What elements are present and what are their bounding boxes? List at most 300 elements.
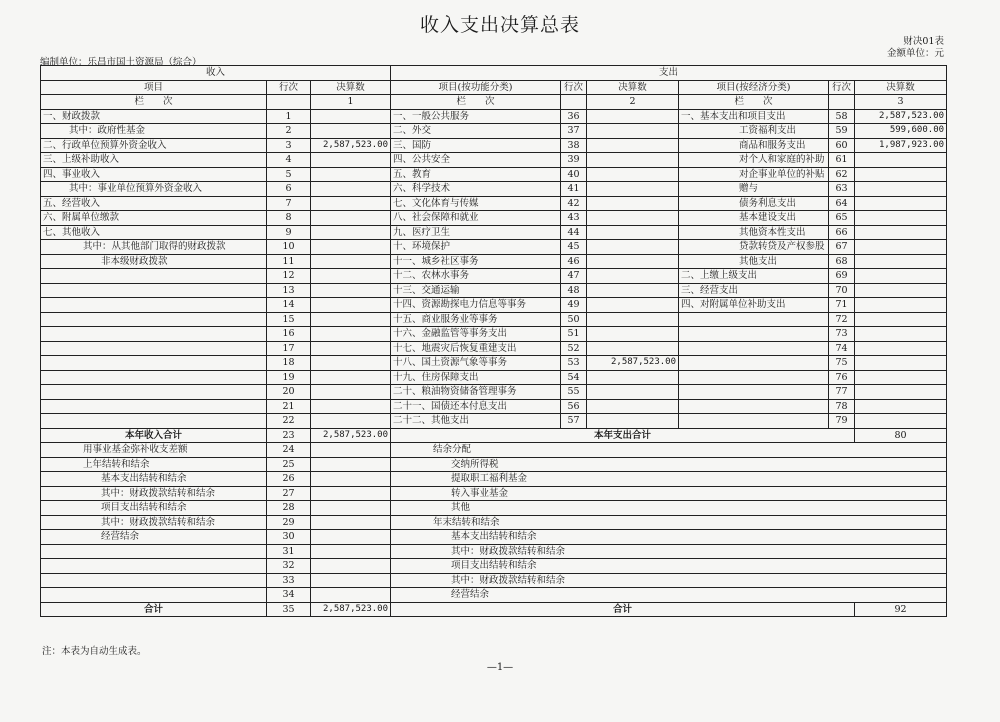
func-item: 七、文化体育与传媒 bbox=[391, 196, 561, 211]
amount bbox=[855, 269, 947, 284]
table-row bbox=[41, 486, 947, 501]
amount bbox=[311, 385, 391, 400]
year-total-expense-label: 本年支出合计 bbox=[391, 428, 855, 443]
row-number: 2 bbox=[267, 124, 311, 139]
func-item: 十七、地震灾后恢复重建支出 bbox=[391, 341, 561, 356]
row-number: 39 bbox=[561, 153, 587, 168]
econ-item: 商品和服务支出 bbox=[679, 138, 829, 153]
table-row bbox=[41, 269, 947, 284]
balance-item bbox=[41, 573, 267, 588]
income-item: 一、财政拨款 bbox=[41, 109, 267, 124]
row-number: 11 bbox=[267, 254, 311, 269]
row-number: 47 bbox=[561, 269, 587, 284]
amount bbox=[311, 544, 391, 559]
row-number: 6 bbox=[267, 182, 311, 197]
table-row bbox=[41, 327, 947, 342]
func-item: 九、医疗卫生 bbox=[391, 225, 561, 240]
func-item: 八、社会保障和就业 bbox=[391, 211, 561, 226]
income-item: 其中：政府性基金 bbox=[41, 124, 267, 139]
amount bbox=[855, 312, 947, 327]
row-number: 49 bbox=[561, 298, 587, 313]
lan-ci-label: 栏 次 bbox=[41, 95, 267, 110]
col-amount: 决算数 bbox=[311, 80, 391, 95]
table-row bbox=[41, 153, 947, 168]
page-title: 收入支出决算总表 bbox=[419, 14, 580, 36]
amount bbox=[311, 515, 391, 530]
row-number: 50 bbox=[561, 312, 587, 327]
row-number: 30 bbox=[267, 530, 311, 545]
row-number: 5 bbox=[267, 167, 311, 182]
amount bbox=[855, 167, 947, 182]
row-number: 32 bbox=[267, 559, 311, 574]
row-number: 4 bbox=[267, 153, 311, 168]
func-item: 十五、商业服务业等事务 bbox=[391, 312, 561, 327]
amount bbox=[587, 327, 679, 342]
table-row bbox=[41, 211, 947, 226]
table-row bbox=[41, 138, 947, 153]
amount bbox=[587, 124, 679, 139]
amount bbox=[311, 196, 391, 211]
balance-item: 其中：财政拨款结转和结余 bbox=[41, 486, 267, 501]
grand-total-income-label: 合计 bbox=[41, 602, 267, 617]
econ-item bbox=[679, 399, 829, 414]
row-number: 75 bbox=[829, 356, 855, 371]
col-item: 项目 bbox=[41, 80, 267, 95]
amount bbox=[587, 414, 679, 429]
row-number: 77 bbox=[829, 385, 855, 400]
balance-item: 经营结余 bbox=[41, 530, 267, 545]
row-number: 61 bbox=[829, 153, 855, 168]
distribution-item: 其他 bbox=[391, 501, 947, 516]
row-number: 41 bbox=[561, 182, 587, 197]
func-item: 十、环境保护 bbox=[391, 240, 561, 255]
col-index-3: 3 bbox=[855, 95, 947, 110]
income-item: 七、其他收入 bbox=[41, 225, 267, 240]
amount bbox=[855, 385, 947, 400]
income-item bbox=[41, 298, 267, 313]
balance-item bbox=[41, 544, 267, 559]
row-number: 3 bbox=[267, 138, 311, 153]
table-row bbox=[41, 385, 947, 400]
row-number: 70 bbox=[829, 283, 855, 298]
row-number: 62 bbox=[829, 167, 855, 182]
func-item: 二十二、其他支出 bbox=[391, 414, 561, 429]
amount bbox=[855, 211, 947, 226]
amount bbox=[311, 414, 391, 429]
table-row bbox=[41, 283, 947, 298]
econ-item: 一、基本支出和项目支出 bbox=[679, 109, 829, 124]
amount bbox=[587, 341, 679, 356]
amount bbox=[311, 588, 391, 603]
amount bbox=[855, 254, 947, 269]
econ-item: 对个人和家庭的补助 bbox=[679, 153, 829, 168]
row-number: 65 bbox=[829, 211, 855, 226]
amount bbox=[311, 443, 391, 458]
table-row bbox=[41, 370, 947, 385]
year-total-income-label: 本年收入合计 bbox=[41, 428, 267, 443]
table-note: 注：本表为自动生成表。 bbox=[42, 646, 147, 657]
grand-total-row bbox=[41, 602, 947, 617]
amount bbox=[587, 109, 679, 124]
econ-item bbox=[679, 370, 829, 385]
func-item: 三、国防 bbox=[391, 138, 561, 153]
econ-item bbox=[679, 356, 829, 371]
row-number: 56 bbox=[561, 399, 587, 414]
col-item-econ: 项目(按经济分类) bbox=[679, 80, 829, 95]
lan-ci-label: 栏 次 bbox=[391, 95, 561, 110]
table-row bbox=[41, 240, 947, 255]
amount bbox=[311, 486, 391, 501]
amount bbox=[855, 182, 947, 197]
row-number: 21 bbox=[267, 399, 311, 414]
amount bbox=[311, 370, 391, 385]
empty-cell bbox=[267, 95, 311, 110]
row-number: 28 bbox=[267, 501, 311, 516]
row-number: 67 bbox=[829, 240, 855, 255]
income-item bbox=[41, 356, 267, 371]
amount bbox=[311, 182, 391, 197]
amount bbox=[311, 254, 391, 269]
amount: 2,587,523.00 bbox=[311, 138, 391, 153]
table-row bbox=[41, 312, 947, 327]
amount bbox=[587, 254, 679, 269]
row-number: 68 bbox=[829, 254, 855, 269]
balance-item: 基本支出结转和结余 bbox=[41, 472, 267, 487]
amount bbox=[587, 182, 679, 197]
econ-item: 对企事业单位的补贴 bbox=[679, 167, 829, 182]
amount: 599,600.00 bbox=[855, 124, 947, 139]
income-item bbox=[41, 312, 267, 327]
amount bbox=[855, 370, 947, 385]
row-number: 40 bbox=[561, 167, 587, 182]
empty-cell bbox=[561, 95, 587, 110]
row-number: 79 bbox=[829, 414, 855, 429]
row-number: 9 bbox=[267, 225, 311, 240]
table-row bbox=[41, 443, 947, 458]
func-item: 十六、金融监管等事务支出 bbox=[391, 327, 561, 342]
income-item: 非本级财政拨款 bbox=[41, 254, 267, 269]
amount bbox=[587, 167, 679, 182]
econ-item: 二、上缴上级支出 bbox=[679, 269, 829, 284]
row-number: 64 bbox=[829, 196, 855, 211]
row-number: 35 bbox=[267, 602, 311, 617]
table-row bbox=[41, 341, 947, 356]
row-number: 46 bbox=[561, 254, 587, 269]
income-header: 收入 bbox=[41, 66, 391, 81]
row-number: 69 bbox=[829, 269, 855, 284]
amount bbox=[855, 196, 947, 211]
econ-item: 四、对附属单位补助支出 bbox=[679, 298, 829, 313]
income-item bbox=[41, 269, 267, 284]
income-item bbox=[41, 385, 267, 400]
func-item: 十四、资源勘探电力信息等事务 bbox=[391, 298, 561, 313]
col-amount: 决算数 bbox=[855, 80, 947, 95]
amount bbox=[587, 370, 679, 385]
row-number: 36 bbox=[561, 109, 587, 124]
col-row-no: 行次 bbox=[267, 80, 311, 95]
balance-item: 其中：财政拨款结转和结余 bbox=[41, 515, 267, 530]
row-number: 18 bbox=[267, 356, 311, 371]
amount bbox=[311, 356, 391, 371]
row-number: 29 bbox=[267, 515, 311, 530]
amount bbox=[587, 153, 679, 168]
econ-item: 工资福利支出 bbox=[679, 124, 829, 139]
func-item: 十九、住房保障支出 bbox=[391, 370, 561, 385]
table-row bbox=[41, 588, 947, 603]
year-total-row bbox=[41, 428, 947, 443]
row-number: 24 bbox=[267, 443, 311, 458]
amount bbox=[311, 530, 391, 545]
func-item: 五、教育 bbox=[391, 167, 561, 182]
table-row bbox=[41, 559, 947, 574]
compiling-unit: 编制单位：乐昌市国土资源局（综合） bbox=[40, 57, 202, 68]
row-number: 14 bbox=[267, 298, 311, 313]
func-item: 二、外交 bbox=[391, 124, 561, 139]
amount: 2,587,523.00 bbox=[855, 109, 947, 124]
econ-item bbox=[679, 385, 829, 400]
amount bbox=[311, 153, 391, 168]
distribution-item: 结余分配 bbox=[391, 443, 947, 458]
row-number: 38 bbox=[561, 138, 587, 153]
row-number: 78 bbox=[829, 399, 855, 414]
row-number: 13 bbox=[267, 283, 311, 298]
row-number: 76 bbox=[829, 370, 855, 385]
amount bbox=[311, 109, 391, 124]
row-number: 44 bbox=[561, 225, 587, 240]
row-number: 57 bbox=[561, 414, 587, 429]
table-row bbox=[41, 573, 947, 588]
row-number: 55 bbox=[561, 385, 587, 400]
row-number: 12 bbox=[267, 269, 311, 284]
amount bbox=[311, 269, 391, 284]
row-number: 60 bbox=[829, 138, 855, 153]
amount: 2,587,523.00 bbox=[587, 356, 679, 371]
econ-item: 赠与 bbox=[679, 182, 829, 197]
func-item: 十二、农林水事务 bbox=[391, 269, 561, 284]
row-number: 1 bbox=[267, 109, 311, 124]
func-item: 二十一、国债还本付息支出 bbox=[391, 399, 561, 414]
amount bbox=[587, 298, 679, 313]
row-number: 43 bbox=[561, 211, 587, 226]
table-row bbox=[41, 544, 947, 559]
table-row bbox=[41, 225, 947, 240]
income-item: 二、行政单位预算外资金收入 bbox=[41, 138, 267, 153]
distribution-item: 经营结余 bbox=[391, 588, 947, 603]
row-number: 15 bbox=[267, 312, 311, 327]
row-number: 53 bbox=[561, 356, 587, 371]
row-number: 80 bbox=[855, 428, 947, 443]
func-item: 十八、国土资源气象等事务 bbox=[391, 356, 561, 371]
table-row bbox=[41, 399, 947, 414]
col-row-no: 行次 bbox=[829, 80, 855, 95]
amount bbox=[587, 269, 679, 284]
row-number: 66 bbox=[829, 225, 855, 240]
distribution-item: 项目支出结转和结余 bbox=[391, 559, 947, 574]
table-row bbox=[41, 167, 947, 182]
func-item: 四、公共安全 bbox=[391, 153, 561, 168]
table-row bbox=[41, 501, 947, 516]
amount bbox=[587, 312, 679, 327]
row-number: 63 bbox=[829, 182, 855, 197]
amount bbox=[311, 399, 391, 414]
table-row bbox=[41, 109, 947, 124]
money-unit: 金额单位：元 bbox=[886, 48, 944, 59]
econ-item: 贷款转贷及产权参股 bbox=[679, 240, 829, 255]
row-number: 16 bbox=[267, 327, 311, 342]
balance-item: 用事业基金弥补收支差额 bbox=[41, 443, 267, 458]
amount bbox=[587, 399, 679, 414]
table-row bbox=[41, 182, 947, 197]
amount: 1,987,923.00 bbox=[855, 138, 947, 153]
balance-item: 上年结转和结余 bbox=[41, 457, 267, 472]
row-number: 20 bbox=[267, 385, 311, 400]
row-number: 71 bbox=[829, 298, 855, 313]
table-row bbox=[41, 457, 947, 472]
distribution-item: 转入事业基金 bbox=[391, 486, 947, 501]
distribution-item: 交纳所得税 bbox=[391, 457, 947, 472]
amount bbox=[855, 240, 947, 255]
balance-item: 项目支出结转和结余 bbox=[41, 501, 267, 516]
amount bbox=[855, 356, 947, 371]
row-number: 74 bbox=[829, 341, 855, 356]
table-row bbox=[41, 254, 947, 269]
grand-total-expense-label: 合计 bbox=[391, 602, 855, 617]
amount bbox=[587, 225, 679, 240]
amount bbox=[311, 457, 391, 472]
income-item: 其中：从其他部门取得的财政拨款 bbox=[41, 240, 267, 255]
econ-item: 债务利息支出 bbox=[679, 196, 829, 211]
amount bbox=[311, 211, 391, 226]
amount bbox=[311, 312, 391, 327]
amount bbox=[311, 225, 391, 240]
column-index-row bbox=[41, 95, 947, 110]
balance-item bbox=[41, 559, 267, 574]
amount bbox=[587, 138, 679, 153]
amount bbox=[311, 501, 391, 516]
income-item: 其中：事业单位预算外资金收入 bbox=[41, 182, 267, 197]
col-index-1: 1 bbox=[311, 95, 391, 110]
income-item bbox=[41, 414, 267, 429]
expense-header: 支出 bbox=[391, 66, 947, 81]
col-index-2: 2 bbox=[587, 95, 679, 110]
amount bbox=[855, 283, 947, 298]
econ-item bbox=[679, 327, 829, 342]
amount bbox=[311, 559, 391, 574]
econ-item bbox=[679, 312, 829, 327]
amount bbox=[855, 341, 947, 356]
table-row bbox=[41, 298, 947, 313]
balance-item bbox=[41, 588, 267, 603]
row-number: 52 bbox=[561, 341, 587, 356]
row-number: 48 bbox=[561, 283, 587, 298]
table-row bbox=[41, 472, 947, 487]
amount bbox=[855, 327, 947, 342]
amount bbox=[587, 240, 679, 255]
row-number: 25 bbox=[267, 457, 311, 472]
econ-item: 基本建设支出 bbox=[679, 211, 829, 226]
row-number: 22 bbox=[267, 414, 311, 429]
table-row bbox=[41, 530, 947, 545]
income-item: 六、附属单位缴款 bbox=[41, 211, 267, 226]
econ-item: 三、经营支出 bbox=[679, 283, 829, 298]
amount bbox=[587, 196, 679, 211]
income-item bbox=[41, 341, 267, 356]
row-number: 37 bbox=[561, 124, 587, 139]
func-item: 一、一般公共服务 bbox=[391, 109, 561, 124]
func-item: 十一、城乡社区事务 bbox=[391, 254, 561, 269]
amount bbox=[311, 298, 391, 313]
func-item: 十三、交通运输 bbox=[391, 283, 561, 298]
row-number: 10 bbox=[267, 240, 311, 255]
econ-item: 其他资本性支出 bbox=[679, 225, 829, 240]
table-row bbox=[41, 515, 947, 530]
row-number: 31 bbox=[267, 544, 311, 559]
col-amount: 决算数 bbox=[587, 80, 679, 95]
table-row bbox=[41, 414, 947, 429]
amount bbox=[311, 167, 391, 182]
row-number: 51 bbox=[561, 327, 587, 342]
row-number: 42 bbox=[561, 196, 587, 211]
income-item bbox=[41, 399, 267, 414]
amount bbox=[311, 240, 391, 255]
row-number: 27 bbox=[267, 486, 311, 501]
row-number: 7 bbox=[267, 196, 311, 211]
amount bbox=[855, 298, 947, 313]
distribution-item: 年末结转和结余 bbox=[391, 515, 947, 530]
amount bbox=[311, 327, 391, 342]
income-item: 四、事业收入 bbox=[41, 167, 267, 182]
table-row bbox=[41, 196, 947, 211]
econ-item bbox=[679, 341, 829, 356]
row-number: 33 bbox=[267, 573, 311, 588]
amount bbox=[311, 573, 391, 588]
row-number: 58 bbox=[829, 109, 855, 124]
distribution-item: 基本支出结转和结余 bbox=[391, 530, 947, 545]
row-number: 54 bbox=[561, 370, 587, 385]
distribution-item: 其中：财政拨款结转和结余 bbox=[391, 544, 947, 559]
row-number: 19 bbox=[267, 370, 311, 385]
amount bbox=[855, 153, 947, 168]
income-item bbox=[41, 327, 267, 342]
row-number: 92 bbox=[855, 602, 947, 617]
row-number: 59 bbox=[829, 124, 855, 139]
row-number: 72 bbox=[829, 312, 855, 327]
form-number: 财决01表 bbox=[903, 36, 944, 47]
income-item: 五、经营收入 bbox=[41, 196, 267, 211]
income-item: 三、上级补助收入 bbox=[41, 153, 267, 168]
col-item-func: 项目(按功能分类) bbox=[391, 80, 561, 95]
econ-item: 其他支出 bbox=[679, 254, 829, 269]
row-number: 17 bbox=[267, 341, 311, 356]
col-row-no: 行次 bbox=[561, 80, 587, 95]
page-number: —1— bbox=[486, 662, 514, 673]
year-total-income-amount: 2,587,523.00 bbox=[311, 428, 391, 443]
row-number: 26 bbox=[267, 472, 311, 487]
row-number: 73 bbox=[829, 327, 855, 342]
table-row bbox=[41, 356, 947, 371]
amount bbox=[311, 124, 391, 139]
amount bbox=[311, 472, 391, 487]
summary-table bbox=[40, 65, 947, 617]
distribution-item: 其中：财政拨款结转和结余 bbox=[391, 573, 947, 588]
column-header-row bbox=[41, 80, 947, 95]
income-item bbox=[41, 283, 267, 298]
row-number: 34 bbox=[267, 588, 311, 603]
amount bbox=[855, 414, 947, 429]
amount bbox=[587, 283, 679, 298]
amount bbox=[855, 225, 947, 240]
distribution-item: 提取职工福利基金 bbox=[391, 472, 947, 487]
